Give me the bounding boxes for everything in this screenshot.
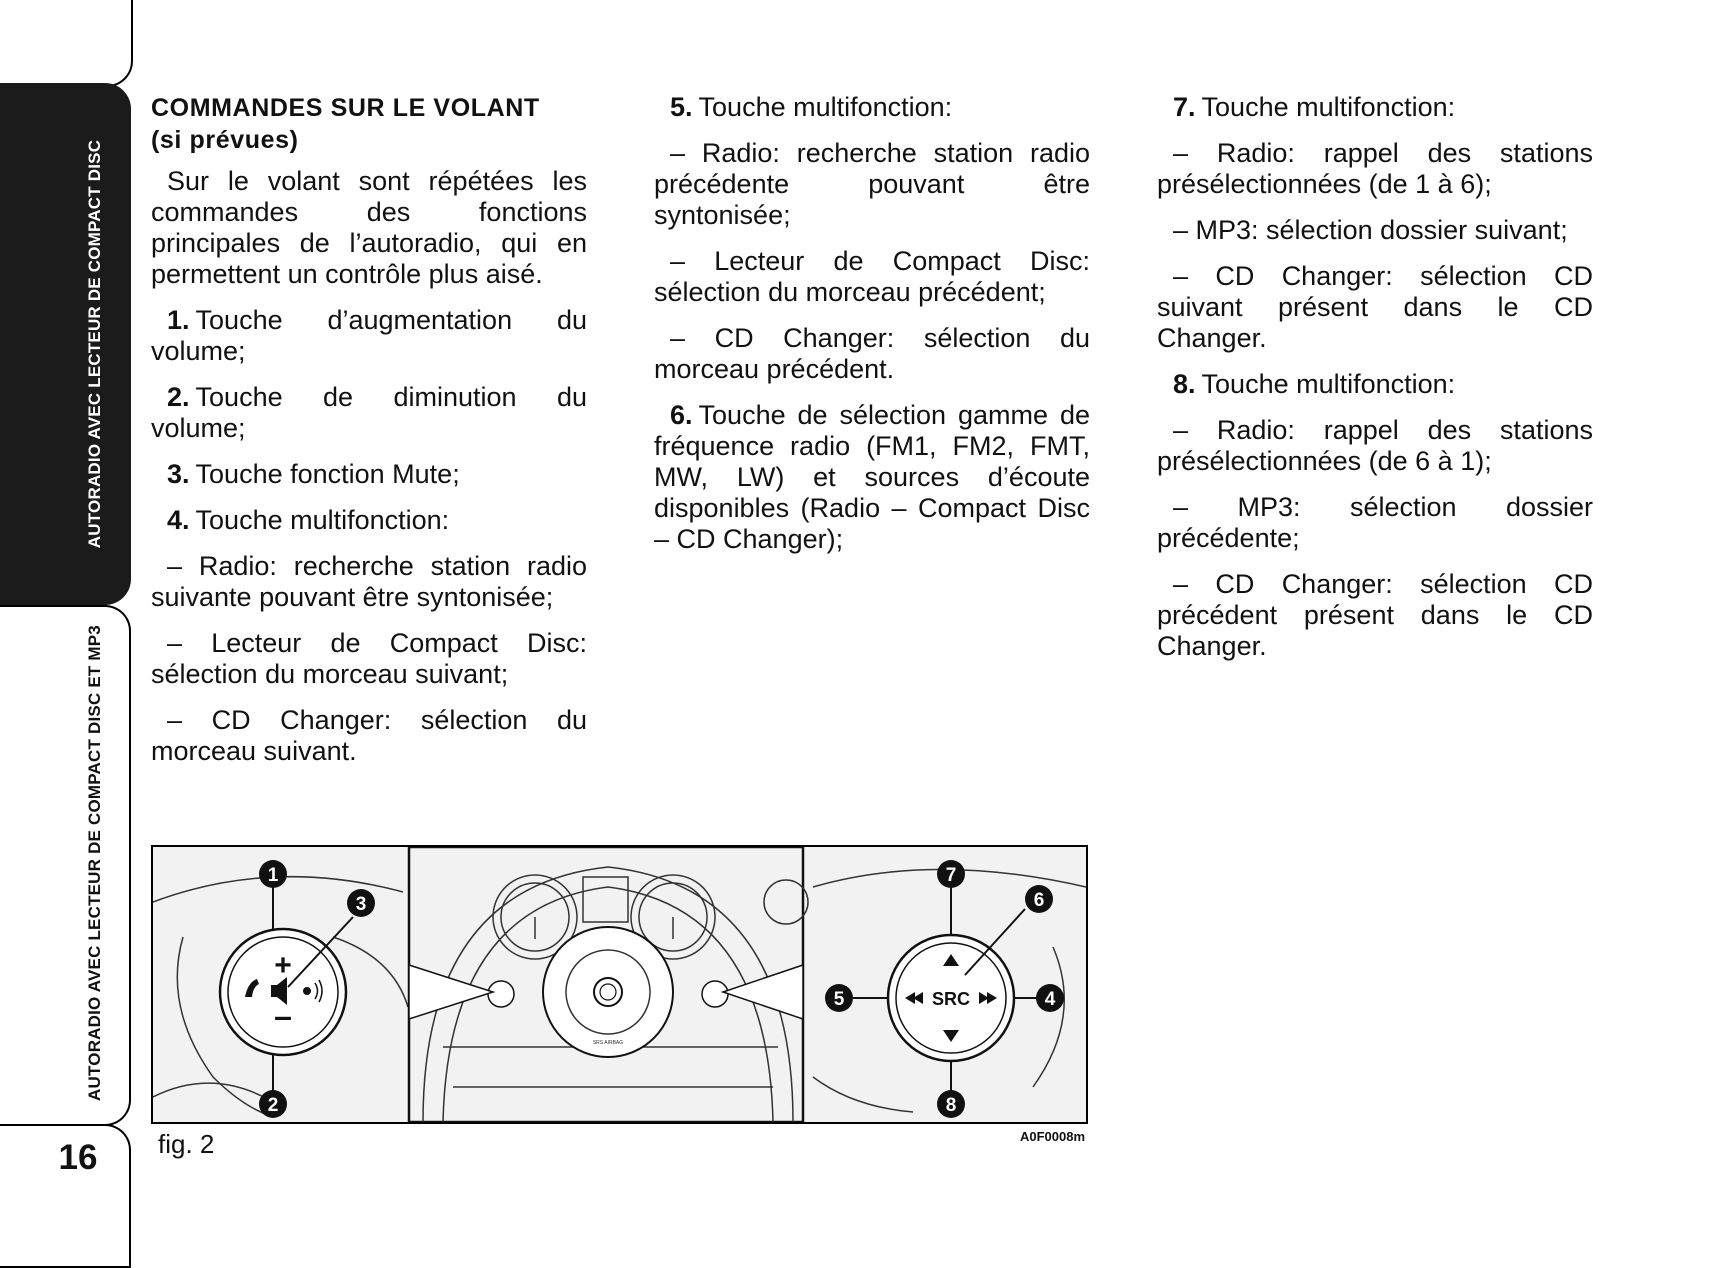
item-text: Touche multifonction: (1201, 369, 1456, 399)
item-text: Touche multifonction: (1201, 92, 1456, 122)
item-text: Touche d’augmentation du volume; (151, 305, 587, 366)
callout-2 (259, 1090, 287, 1118)
list-item-2 (151, 382, 587, 444)
section-heading-line2: (si prévues) (151, 126, 299, 154)
list-item-3 (151, 459, 587, 490)
item-number: 4. (167, 505, 190, 535)
volume-control-knob (220, 929, 346, 1055)
callout-6 (1025, 885, 1053, 913)
chapter-tab-label-active: AUTORADIO AVEC LECTEUR DE COMPACT DISC (85, 139, 104, 549)
sub-item: – Radio: rappel des stations présélectionnées (de 6 à 1); (1157, 415, 1593, 476)
figure-caption: fig. 2 (158, 1129, 215, 1159)
callout-7 (937, 860, 965, 888)
svg-text:7: 7 (945, 865, 957, 886)
page-number: 16 (58, 1138, 98, 1177)
item-number: 1. (167, 305, 190, 335)
callout-8 (937, 1090, 965, 1118)
section-heading-line1: COMMANDES SUR LE VOLANT (151, 94, 540, 122)
item-number: 6. (670, 400, 693, 430)
svg-text:1: 1 (267, 865, 279, 886)
text-column-2 (654, 92, 1090, 570)
multifunction-control-knob (888, 935, 1014, 1061)
chapter-tab[interactable] (0, 605, 131, 1126)
sub-item: – MP3: sélection dossier suivant; (1173, 215, 1568, 245)
svg-text:–: – (274, 998, 292, 1034)
sub-item: – MP3: sélection dossier précédente; (1157, 492, 1593, 553)
item-text: Touche multifonction: (195, 505, 450, 535)
item-text: Touche fonction Mute; (195, 459, 460, 489)
section-heading (151, 92, 587, 156)
sub-item: – Lecteur de Compact Disc: sélection du morceau précédent; (654, 246, 1090, 307)
svg-text:2: 2 (267, 1095, 279, 1116)
list-item-7 (1157, 92, 1593, 123)
list-item-4 (151, 505, 587, 536)
chapter-tab-label: AUTORADIO AVEC LECTEUR DE COMPACT DISC ET MP3 (85, 625, 104, 1101)
chapter-tab-active[interactable] (0, 83, 131, 605)
src-label: SRC (931, 989, 971, 1009)
text-column-3 (1157, 92, 1593, 677)
sub-item: – Radio: rappel des stations présélectionnées (de 1 à 6); (1157, 138, 1593, 199)
callout-4 (1036, 984, 1064, 1012)
item-text: Touche de diminution du volume; (151, 382, 587, 443)
sub-item: – Radio: recherche station radio précédente pouvant être syntonisée; (654, 138, 1090, 230)
svg-text:4: 4 (1044, 989, 1056, 1010)
svg-text:8: 8 (945, 1095, 957, 1116)
margin-tab-top (0, 0, 133, 87)
sub-item: – Radio: recherche station radio suivante pouvant être syntonisée; (151, 551, 587, 612)
svg-text:6: 6 (1033, 890, 1045, 911)
intro-paragraph: Sur le volant sont répétées les commandes des fonctions principales de l’autoradio, qui en permettent un contrôle plus aisé. (151, 166, 587, 289)
figure-illustration (153, 847, 1086, 1122)
item-text: Touche de sélection gamme de fréquence radio (FM1, FM2, FMT, MW, LW) et sources d’écoute disponibles (Radio – Compact Disc – CD Changer); (654, 400, 1090, 554)
item-number: 8. (1173, 369, 1196, 399)
list-item-8 (1157, 369, 1593, 400)
figure-code: A0F0008m (1020, 1129, 1086, 1144)
svg-text:5: 5 (833, 989, 845, 1010)
svg-text:+: + (274, 949, 292, 982)
svg-text:3: 3 (355, 894, 367, 915)
list-item-1 (151, 305, 587, 367)
text-column-1 (151, 92, 587, 782)
item-number: 3. (167, 459, 190, 489)
item-number: 7. (1173, 92, 1196, 122)
callout-3 (347, 889, 375, 917)
item-number: 5. (670, 92, 693, 122)
sub-item: – CD Changer: sélection CD suivant présent dans le CD Changer. (1157, 261, 1593, 353)
list-item-6 (654, 400, 1090, 555)
sub-item: – CD Changer: sélection du morceau précédent. (654, 323, 1090, 384)
item-text: Touche multifonction: (698, 92, 953, 122)
list-item-5 (654, 92, 1090, 123)
sub-item: – CD Changer: sélection CD précédent présent dans le CD Changer. (1157, 569, 1593, 661)
item-number: 2. (167, 382, 190, 412)
steering-wheel-controls-figure (151, 845, 1088, 1124)
callout-5 (825, 984, 853, 1012)
sub-item: – Lecteur de Compact Disc: sélection du morceau suivant; (151, 628, 587, 689)
callout-1 (259, 860, 287, 888)
airbag-label: SRS AIRBAG (592, 1040, 624, 1046)
sub-item: – CD Changer: sélection du morceau suivant. (151, 705, 587, 766)
